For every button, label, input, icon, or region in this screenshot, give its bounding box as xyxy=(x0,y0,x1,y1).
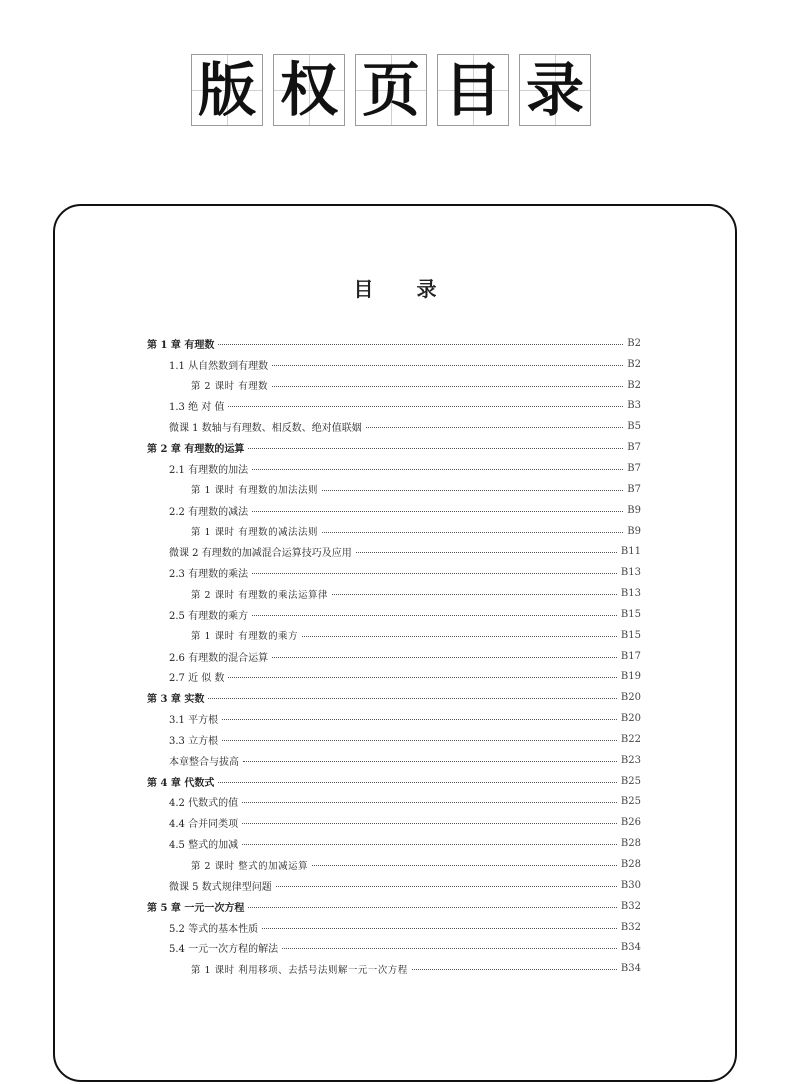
dot-leader xyxy=(322,532,623,533)
toc-lesson-row[interactable] xyxy=(147,479,641,500)
toc-page-number: B20 xyxy=(620,692,641,704)
toc-lesson-row[interactable] xyxy=(147,854,641,875)
toc-entry-label: 第 2 课时 有理数的乘法运算律 xyxy=(191,589,329,601)
toc-page-number: B32 xyxy=(620,900,641,912)
dot-leader xyxy=(322,490,623,491)
toc-section-row[interactable] xyxy=(147,750,641,771)
banner-char: 权 xyxy=(279,56,338,124)
toc-page-number: B19 xyxy=(620,671,641,683)
dot-leader xyxy=(252,511,623,512)
toc-section-row[interactable] xyxy=(147,833,641,854)
toc-entry-label: 第 3 章 实数 xyxy=(147,694,205,706)
toc-page-number: B15 xyxy=(620,629,641,641)
toc-page-number: B2 xyxy=(627,379,641,391)
dot-leader xyxy=(218,344,623,345)
toc-entry-label: 2.2 有理数的减法 xyxy=(169,506,249,518)
toc-entry-label: 本章整合与拔高 xyxy=(169,756,239,768)
toc-entry-label: 第 1 课时 利用移项、去括号法则解一元一次方程 xyxy=(191,964,408,976)
banner-char-cell xyxy=(273,54,345,126)
dot-leader xyxy=(302,636,617,637)
dot-leader xyxy=(242,844,617,845)
toc-entry-label: 3.3 立方根 xyxy=(169,735,219,747)
toc-section-row[interactable] xyxy=(147,792,641,813)
dot-leader xyxy=(276,886,617,887)
toc-section-row[interactable] xyxy=(147,937,641,958)
toc-entry-label: 5.4 一元一次方程的解法 xyxy=(169,944,279,956)
toc-page-number: B34 xyxy=(620,963,641,975)
dot-leader xyxy=(242,823,617,824)
toc-lesson-row[interactable] xyxy=(147,625,641,646)
dot-leader xyxy=(252,573,617,574)
dot-leader xyxy=(228,677,616,678)
table-of-contents xyxy=(147,333,641,979)
toc-entry-label: 4.2 代数式的值 xyxy=(169,798,239,810)
dot-leader xyxy=(262,928,617,929)
toc-entry-label: 第 2 课时 整式的加减运算 xyxy=(191,860,309,872)
toc-page-number: B2 xyxy=(627,337,641,349)
dot-leader xyxy=(222,719,617,720)
toc-entry-label: 2.7 近 似 数 xyxy=(169,673,225,685)
toc-title: 目 录 xyxy=(353,277,455,301)
dot-leader xyxy=(252,615,617,616)
toc-page-number: B22 xyxy=(620,733,641,745)
toc-entry-label: 4.5 整式的加减 xyxy=(169,840,239,852)
dot-leader xyxy=(412,969,617,970)
toc-page-number: B11 xyxy=(620,546,641,558)
toc-page-number: B17 xyxy=(620,650,641,662)
dot-leader xyxy=(222,740,617,741)
banner-title xyxy=(191,54,595,128)
toc-page-number: B2 xyxy=(627,358,641,370)
banner-char-cell xyxy=(355,54,427,126)
toc-page-number: B7 xyxy=(627,462,641,474)
banner-char: 目 xyxy=(443,56,502,124)
toc-chapter-row[interactable] xyxy=(147,896,641,917)
banner-char: 版 xyxy=(197,56,256,124)
banner-char-cell xyxy=(519,54,591,126)
toc-entry-label: 第 5 章 一元一次方程 xyxy=(147,902,245,914)
toc-page-number: B34 xyxy=(620,942,641,954)
toc-entry-label: 第 2 课时 有理数 xyxy=(191,381,269,393)
toc-chapter-row[interactable] xyxy=(147,771,641,792)
toc-entry-label: 4.4 合并同类项 xyxy=(169,819,239,831)
toc-page-number: B7 xyxy=(627,442,641,454)
toc-entry-label: 第 4 章 代数式 xyxy=(147,777,215,789)
toc-page-number: B9 xyxy=(627,525,641,537)
dot-leader xyxy=(248,907,617,908)
toc-entry-label: 第 2 章 有理数的运算 xyxy=(147,444,245,456)
toc-page-number: B13 xyxy=(620,588,641,600)
toc-page-number: B25 xyxy=(620,796,641,808)
toc-page-number: B13 xyxy=(620,567,641,579)
toc-section-row[interactable] xyxy=(147,416,641,437)
toc-entry-label: 3.1 平方根 xyxy=(169,715,219,727)
toc-section-row[interactable] xyxy=(147,354,641,375)
dot-leader xyxy=(272,386,623,387)
toc-page-number: B28 xyxy=(620,838,641,850)
toc-chapter-row[interactable] xyxy=(147,687,641,708)
toc-section-row[interactable] xyxy=(147,604,641,625)
dot-leader xyxy=(218,782,617,783)
banner-char: 页 xyxy=(361,56,420,124)
toc-section-row[interactable] xyxy=(147,875,641,896)
dot-leader xyxy=(272,657,617,658)
dot-leader xyxy=(242,802,617,803)
toc-section-row[interactable] xyxy=(147,667,641,688)
toc-entry-label: 第 1 课时 有理数的加法法则 xyxy=(191,485,319,497)
toc-entry-label: 微课 5 数式规律型问题 xyxy=(169,881,272,893)
banner-char: 录 xyxy=(525,56,584,124)
toc-section-row[interactable] xyxy=(147,562,641,583)
toc-lesson-row[interactable] xyxy=(147,521,641,542)
toc-chapter-row[interactable] xyxy=(147,333,641,354)
toc-page-number: B15 xyxy=(620,608,641,620)
toc-page-number: B20 xyxy=(620,713,641,725)
dot-leader xyxy=(366,427,624,428)
toc-section-row[interactable] xyxy=(147,541,641,562)
dot-leader xyxy=(248,448,623,449)
toc-page-number: B28 xyxy=(620,859,641,871)
dot-leader xyxy=(312,865,617,866)
banner-char-cell xyxy=(437,54,509,126)
toc-lesson-row[interactable] xyxy=(147,958,641,979)
toc-page-number: B3 xyxy=(627,400,641,412)
toc-section-row[interactable] xyxy=(147,396,641,417)
toc-page-number: B32 xyxy=(620,921,641,933)
toc-entry-label: 1.1 从自然数到有理数 xyxy=(169,360,269,372)
banner-char-cell xyxy=(191,54,263,126)
toc-entry-label: 微课 2 有理数的加减混合运算技巧及应用 xyxy=(169,548,352,560)
toc-section-row[interactable] xyxy=(147,500,641,521)
dot-leader xyxy=(228,406,623,407)
toc-lesson-row[interactable] xyxy=(147,375,641,396)
toc-page-number: B25 xyxy=(620,775,641,787)
toc-entry-label: 2.5 有理数的乘方 xyxy=(169,610,249,622)
toc-page-number: B9 xyxy=(627,504,641,516)
toc-section-row[interactable] xyxy=(147,646,641,667)
dot-leader xyxy=(208,698,617,699)
dot-leader xyxy=(252,469,623,470)
toc-entry-label: 微课 1 数轴与有理数、相反数、绝对值联姻 xyxy=(169,423,362,435)
toc-section-row[interactable] xyxy=(147,458,641,479)
toc-page-number: B5 xyxy=(627,421,641,433)
toc-entry-label: 第 1 章 有理数 xyxy=(147,339,215,351)
toc-entry-label: 第 1 课时 有理数的乘方 xyxy=(191,631,299,643)
dot-leader xyxy=(356,552,617,553)
toc-page-number: B30 xyxy=(620,879,641,891)
dot-leader xyxy=(332,594,617,595)
toc-section-row[interactable] xyxy=(147,708,641,729)
toc-page-number: B26 xyxy=(620,817,641,829)
toc-entry-label: 第 1 课时 有理数的减法法则 xyxy=(191,527,319,539)
toc-entry-label: 2.3 有理数的乘法 xyxy=(169,569,249,581)
dot-leader xyxy=(282,948,617,949)
toc-entry-label: 2.6 有理数的混合运算 xyxy=(169,652,269,664)
toc-section-row[interactable] xyxy=(147,729,641,750)
toc-page-number: B23 xyxy=(620,754,641,766)
toc-chapter-row[interactable] xyxy=(147,437,641,458)
dot-leader xyxy=(243,761,617,762)
toc-entry-label: 5.2 等式的基本性质 xyxy=(169,923,259,935)
toc-entry-label: 1.3 绝 对 值 xyxy=(169,402,225,414)
toc-section-row[interactable] xyxy=(147,812,641,833)
dot-leader xyxy=(272,365,623,366)
toc-page-number: B7 xyxy=(627,483,641,495)
toc-entry-label: 2.1 有理数的加法 xyxy=(169,464,249,476)
toc-section-row[interactable] xyxy=(147,917,641,938)
toc-lesson-row[interactable] xyxy=(147,583,641,604)
